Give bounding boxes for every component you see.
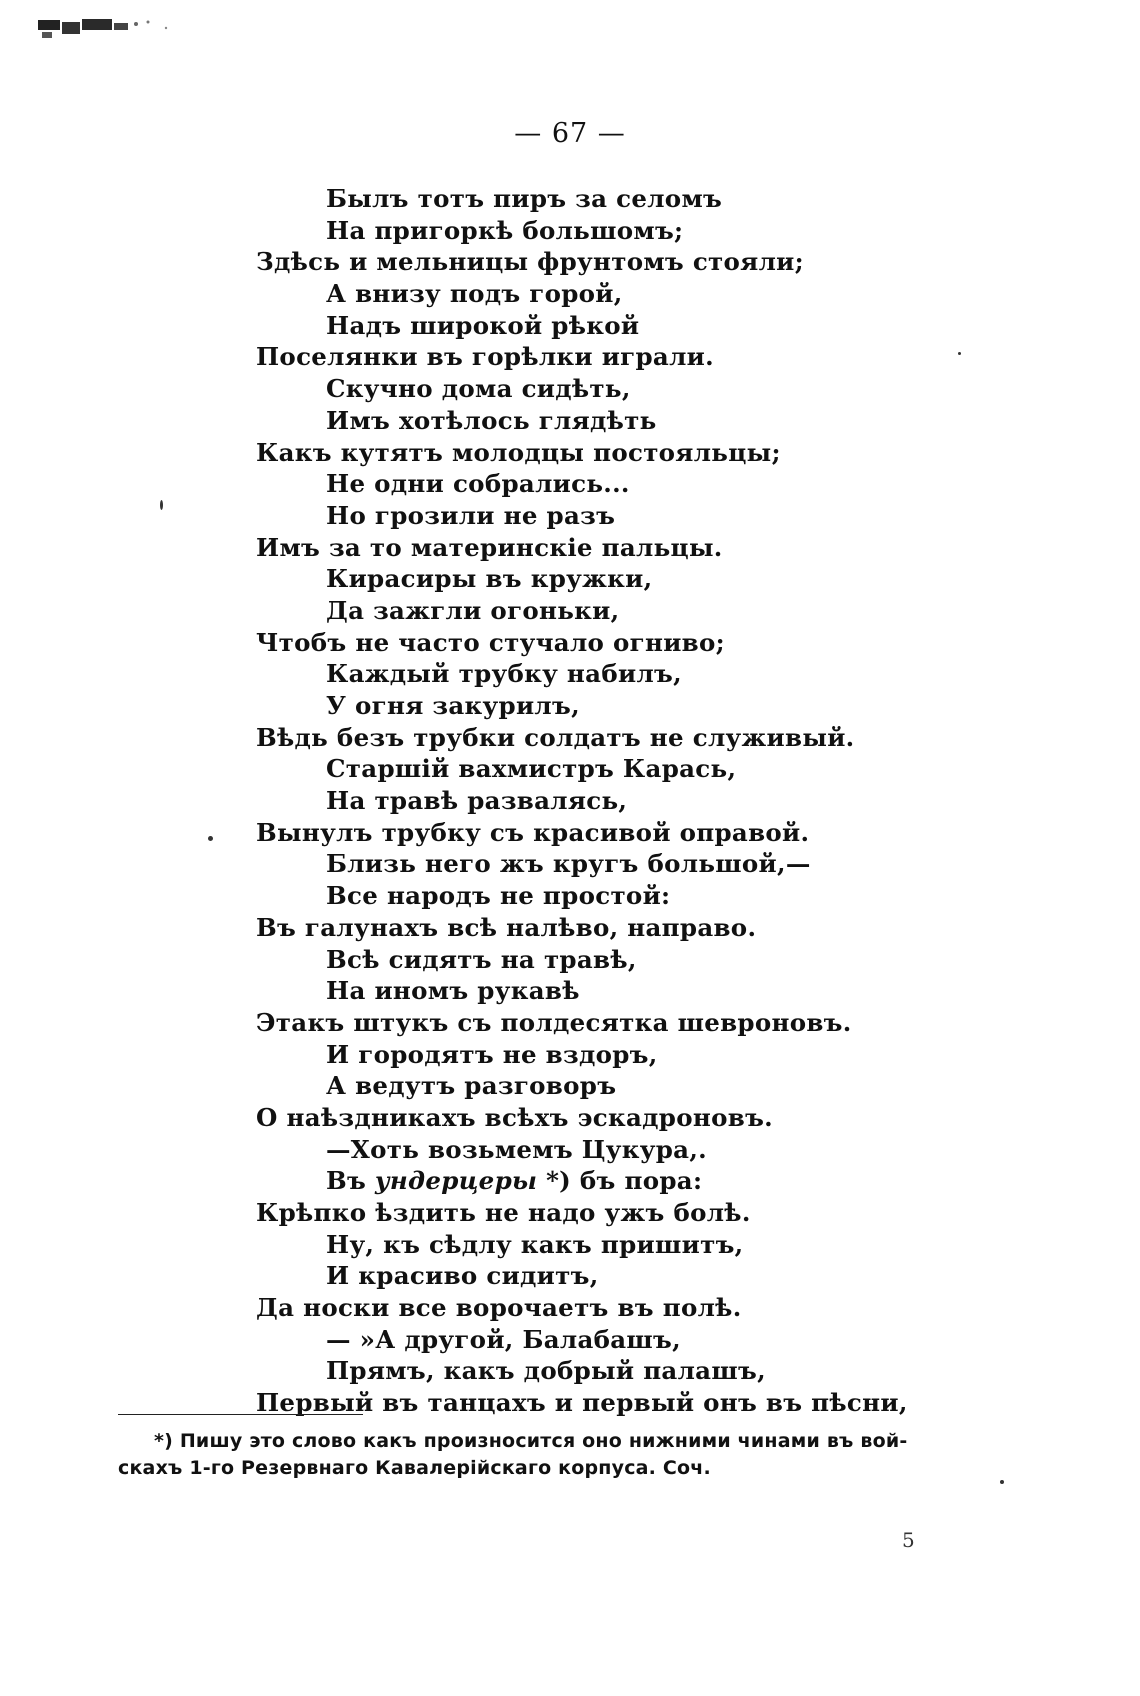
poem-line-text: О наѣздникахъ всѣхъ эскадроновъ. [256, 1102, 773, 1132]
poem-line-text: Чтобъ не часто стучало огниво; [256, 627, 725, 657]
poem-line-text: Все народъ не простой: [326, 881, 671, 911]
poem-line-text: Кирасиры въ кружки, [326, 564, 653, 594]
poem-line [256, 183, 896, 215]
scan-speck [1000, 1480, 1004, 1484]
poem-line-text: — »А другой, Балабашъ, [326, 1324, 681, 1354]
poem-line-text: Каждый трубку набилъ, [326, 659, 682, 689]
poem-line [256, 278, 896, 310]
poem-line-text: На травѣ развалясь, [326, 786, 628, 816]
poem-line [256, 722, 896, 754]
poem-line [256, 1070, 896, 1102]
poem-line-text: Здѣсь и мельницы фрунтомъ стояли; [256, 247, 804, 277]
poem-line [256, 944, 896, 976]
poem-line-text: Не одни собрались... [326, 469, 630, 499]
poem-line [256, 373, 896, 405]
poem-line [256, 500, 896, 532]
poem-line-text: Имъ за то материнскіе пальцы. [256, 532, 723, 562]
poem-line-text: Въ [326, 1166, 375, 1196]
footnote-rule [118, 1414, 363, 1415]
poem-line-text: На иномъ рукавѣ [326, 976, 580, 1006]
poem-line-text: На пригоркѣ большомъ; [326, 215, 684, 245]
poem-text [256, 183, 908, 1419]
poem-line [256, 1324, 896, 1356]
poem-line [256, 1007, 896, 1039]
poem-line [256, 437, 896, 469]
poem-line-text: У огня закурилъ, [326, 691, 580, 720]
poem-line [256, 627, 896, 659]
poem-line [256, 753, 896, 785]
scan-speck [160, 500, 163, 510]
poem-line-text: Близь него жъ кругъ большой,— [326, 849, 811, 879]
scan-speck [208, 836, 213, 841]
footnote-line: *) Пишу это слово какъ произносится оно нижними чинами въ вой- [154, 1430, 908, 1452]
poem-line-text: Скучно дома сидѣть, [326, 374, 631, 404]
poem-line-text: Въ галунахъ всѣ налѣво, направо. [256, 912, 757, 942]
poem-line [256, 975, 896, 1007]
poem-line [256, 880, 896, 912]
poem-line-text: Былъ тотъ пиръ за селомъ [326, 184, 723, 213]
poem-line-text: А внизу подъ горой, [326, 279, 623, 309]
poem-line [256, 563, 896, 595]
poem-line-text: Поселянки въ горѣлки играли. [256, 342, 714, 372]
poem-line [256, 1134, 896, 1166]
poem-line [256, 817, 896, 849]
poem-line-text: И красиво сидитъ, [326, 1261, 599, 1291]
poem-line-text: И городятъ не вздоръ, [326, 1039, 658, 1069]
poem-line [256, 405, 896, 437]
signature-mark: 5 [902, 1528, 915, 1552]
poem-line [256, 1292, 896, 1324]
poem-line-italic: ундерцеры [374, 1166, 538, 1196]
poem-line [256, 690, 896, 722]
poem-line [256, 341, 896, 373]
poem-line-text: Прямъ, какъ добрый палашъ, [326, 1356, 766, 1386]
poem-line-text: Да носки все ворочаетъ въ полѣ. [256, 1293, 742, 1323]
poem-line-text: Этакъ штукъ съ полдесятка шевроновъ. [256, 1007, 852, 1037]
poem-line [256, 1039, 896, 1071]
poem-line-text: —Хоть возьмемъ Цукура,. [326, 1134, 707, 1164]
poem-line [256, 785, 896, 817]
poem-line-text: Ну, къ сѣдлу какъ пришитъ, [326, 1229, 744, 1259]
poem-line-text: Старшій вахмистръ Карась, [326, 754, 737, 784]
poem-line-text: Вынулъ трубку съ красивой оправой. [256, 817, 810, 847]
poem-line [256, 1197, 896, 1229]
poem-line [256, 1102, 896, 1134]
page-number: — 67 — [514, 118, 626, 149]
scan-smudge [36, 14, 186, 44]
scan-speck [958, 352, 961, 355]
poem-line-text: Всѣ сидятъ на травѣ, [326, 944, 637, 974]
poem-line [256, 658, 896, 690]
poem-line [256, 1260, 896, 1292]
footnote [118, 1428, 948, 1482]
poem-line [256, 310, 896, 342]
poem-line [256, 1229, 896, 1261]
poem-line [256, 1165, 896, 1197]
poem-line-text: Крѣпко ѣздить не надо ужъ болѣ. [256, 1198, 751, 1227]
poem-line [256, 912, 896, 944]
poem-line [256, 1355, 896, 1387]
poem-line-text: Имъ хотѣлось глядѣть [326, 405, 657, 435]
footnote-line: скахъ 1-го Резервнаго Кавалерійскаго корпуса. Соч. [118, 1457, 711, 1479]
poem-line [256, 468, 896, 500]
poem-line-text: Первый въ танцахъ и первый онъ въ пѣсни, [256, 1388, 908, 1418]
poem-line-text: Надъ широкой рѣкой [326, 310, 640, 340]
poem-line [256, 532, 896, 564]
poem-line-text: *) бъ пора: [537, 1166, 703, 1196]
poem-line-text: Какъ кутятъ молодцы постояльцы; [256, 437, 781, 467]
poem-line-text: А ведутъ разговоръ [326, 1071, 617, 1101]
poem-line [256, 848, 896, 880]
poem-line [256, 215, 896, 247]
poem-line-text: Да зажгли огоньки, [326, 595, 620, 625]
poem-line-text: Вѣдь безъ трубки солдатъ не служивый. [256, 722, 855, 752]
poem-line [256, 595, 896, 627]
poem-line-text: Но грозили не разъ [326, 500, 616, 530]
poem-line [256, 246, 896, 278]
